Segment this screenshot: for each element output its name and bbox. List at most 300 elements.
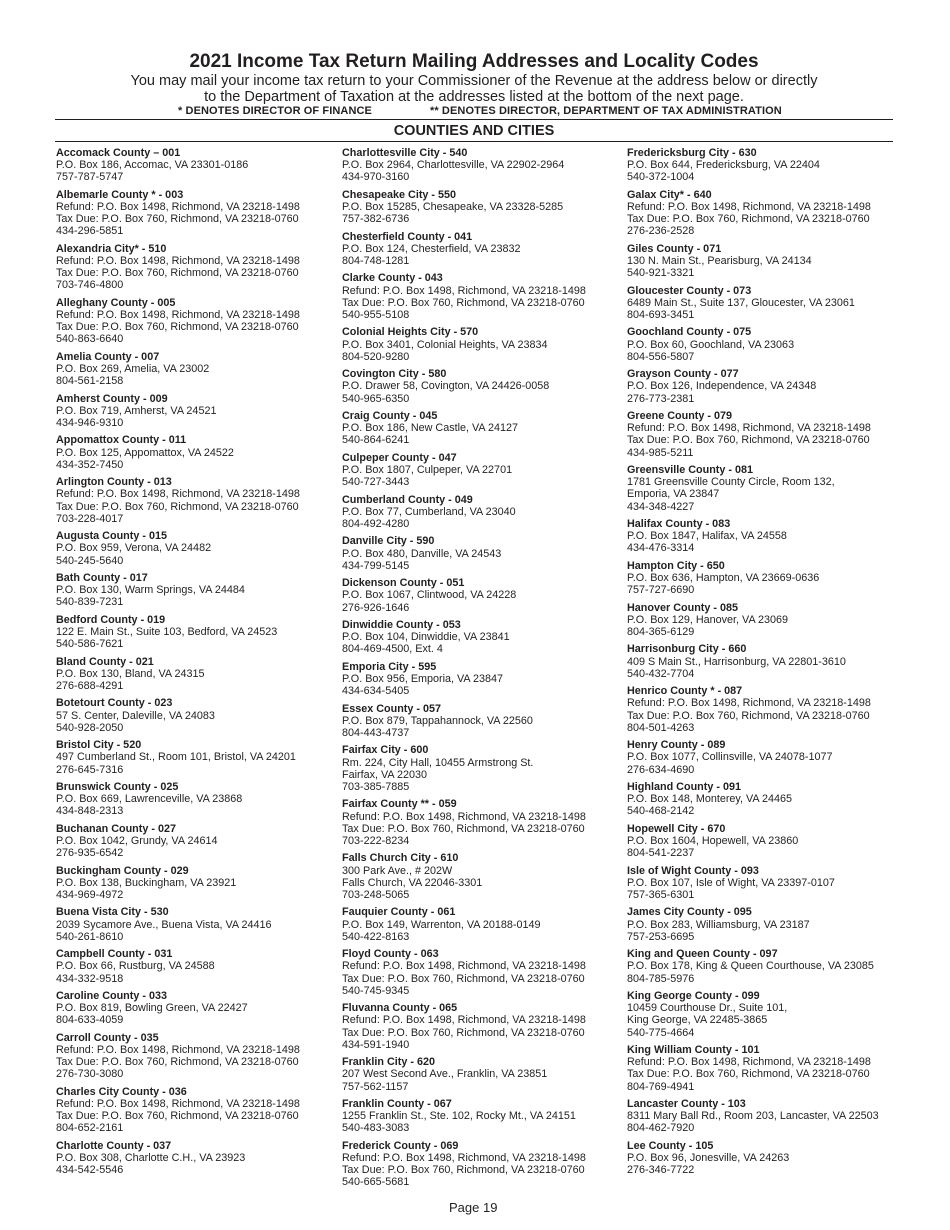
locality-name: Grayson County - 077 xyxy=(627,368,739,381)
section-title: COUNTIES AND CITIES xyxy=(393,123,555,139)
locality-detail-line: 804-633-4059 xyxy=(56,1014,124,1027)
locality-entry xyxy=(627,189,917,238)
locality-name: King William County - 101 xyxy=(627,1043,760,1056)
locality-entry xyxy=(627,368,917,405)
locality-name: Fairfax City - 600 xyxy=(342,744,429,757)
locality-detail-line: 703-222-8234 xyxy=(342,834,410,847)
locality-detail-line: 703-746-4800 xyxy=(56,279,124,292)
locality-detail-line: 276-645-7316 xyxy=(56,763,124,776)
locality-detail-line: Tax Due: P.O. Box 760, Richmond, VA 23218-0760 xyxy=(627,1068,870,1081)
locality-detail-line: P.O. Box 149, Warrenton, VA 20188-0149 xyxy=(342,918,541,931)
locality-detail-line: P.O. Box 125, Appomattox, VA 24522 xyxy=(56,446,234,459)
locality-detail-line: 409 S Main St., Harrisonburg, VA 22801-3610 xyxy=(627,655,846,668)
locality-detail-line: 540-864-6241 xyxy=(342,434,410,447)
locality-detail-line: 804-652-2161 xyxy=(56,1122,124,1135)
locality-entry xyxy=(56,990,346,1027)
locality-entry xyxy=(627,948,917,985)
locality-detail-line: P.O. Box 669, Lawrenceville, VA 23868 xyxy=(56,793,243,806)
legend-director-tax-administration: ** DENOTES DIRECTOR, DEPARTMENT OF TAX ADMINISTRATION xyxy=(430,105,782,117)
locality-detail-line: 804-769-4941 xyxy=(627,1080,695,1093)
locality-detail-line: P.O. Box 130, Warm Springs, VA 24484 xyxy=(56,584,245,597)
locality-name: Amelia County - 007 xyxy=(56,350,160,363)
locality-entry xyxy=(342,1056,632,1093)
locality-detail-line: P.O. Box 60, Goochland, VA 23063 xyxy=(627,338,795,351)
locality-entry xyxy=(627,1140,917,1177)
locality-name: Henrico County * - 087 xyxy=(627,685,743,698)
locality-detail-line: 540-665-5681 xyxy=(342,1176,410,1189)
top-divider xyxy=(55,119,893,120)
locality-detail-line: P.O. Box 1042, Grundy, VA 24614 xyxy=(56,834,218,847)
locality-detail-line: 804-541-2237 xyxy=(627,847,695,860)
locality-entry xyxy=(342,948,632,997)
locality-name: Alexandria City* - 510 xyxy=(56,242,167,255)
locality-entry xyxy=(627,285,917,322)
locality-name: Franklin City - 620 xyxy=(342,1056,436,1069)
locality-name: Buena Vista City - 530 xyxy=(56,906,169,919)
locality-detail-line: 1255 Franklin St., Ste. 102, Rocky Mt., VA 24151 xyxy=(342,1110,576,1123)
locality-detail-line: Refund: P.O. Box 1498, Richmond, VA 23218-1498 xyxy=(342,284,586,297)
locality-detail-line: 703-248-5065 xyxy=(342,888,410,901)
locality-detail-line: 540-468-2142 xyxy=(627,805,695,818)
locality-entry xyxy=(627,990,917,1039)
locality-entry xyxy=(56,434,346,471)
locality-detail-line: 207 West Second Ave., Franklin, VA 23851 xyxy=(342,1068,548,1081)
locality-name: Falls Church City - 610 xyxy=(342,852,459,865)
locality-name: Fluvanna County - 065 xyxy=(342,1002,458,1015)
locality-detail-line: 703-228-4017 xyxy=(56,512,124,525)
locality-detail-line: 804-785-5976 xyxy=(627,972,695,985)
locality-name: Accomack County – 001 xyxy=(56,147,181,159)
locality-detail-line: P.O. Box 77, Cumberland, VA 23040 xyxy=(342,505,516,518)
locality-detail-line: P.O. Box 644, Fredericksburg, VA 22404 xyxy=(627,159,820,172)
locality-name: Campbell County - 031 xyxy=(56,948,173,961)
locality-entry xyxy=(627,518,917,555)
locality-name: Essex County - 057 xyxy=(342,702,442,715)
locality-name: Goochland County - 075 xyxy=(627,326,752,339)
locality-name: Chesterfield County - 041 xyxy=(342,230,473,243)
locality-entry xyxy=(56,1086,346,1135)
locality-detail-line: P.O. Box 636, Hampton, VA 23669-0636 xyxy=(627,571,820,584)
locality-name: Albemarle County * - 003 xyxy=(56,188,184,201)
page-title: 2021 Income Tax Return Mailing Addresses and Locality Codes xyxy=(189,51,759,72)
locality-detail-line: 434-352-7450 xyxy=(56,458,124,471)
locality-entry xyxy=(56,243,346,292)
locality-detail-line: 276-773-2381 xyxy=(627,392,695,405)
locality-detail-line: Refund: P.O. Box 1498, Richmond, VA 23218-1498 xyxy=(342,1151,586,1164)
locality-detail-line: 434-946-9310 xyxy=(56,417,124,429)
locality-detail-line: 804-365-6129 xyxy=(627,625,695,638)
locality-detail-line: Refund: P.O. Box 1498, Richmond, VA 23218-1498 xyxy=(56,309,300,321)
locality-entry xyxy=(342,535,632,572)
locality-detail-line: Refund: P.O. Box 1498, Richmond, VA 23218-1498 xyxy=(56,1097,300,1110)
page-number: Page 19 xyxy=(449,1200,498,1215)
locality-name: James City County - 095 xyxy=(627,906,752,919)
locality-detail-line: Tax Due: P.O. Box 760, Richmond, VA 23218-0760 xyxy=(627,434,870,447)
locality-detail-line: P.O. Box 956, Emporia, VA 23847 xyxy=(342,672,504,685)
locality-detail-line: P.O. Box 1077, Collinsville, VA 24078-1077 xyxy=(627,751,833,764)
locality-name: Dickenson County - 051 xyxy=(342,577,465,590)
locality-detail-line: 540-928-2050 xyxy=(56,721,124,734)
locality-detail-line: 2039 Sycamore Ave., Buena Vista, VA 24416 xyxy=(56,918,272,931)
locality-detail-line: 540-965-6350 xyxy=(342,392,410,405)
locality-entry xyxy=(56,1032,346,1081)
locality-entry xyxy=(342,577,632,614)
locality-detail-line: Tax Due: P.O. Box 760, Richmond, VA 23218-0760 xyxy=(342,822,585,835)
legend-director-of-finance: * DENOTES DIRECTOR OF FINANCE xyxy=(178,105,372,117)
locality-entry xyxy=(342,619,632,656)
locality-entry xyxy=(342,189,632,226)
locality-detail-line: P.O. Box 15285, Chesapeake, VA 23328-5285 xyxy=(342,201,564,213)
locality-name: Hampton City - 650 xyxy=(627,559,725,572)
locality-detail-line: P.O. Box 186, New Castle, VA 24127 xyxy=(342,422,519,435)
locality-name: Danville City - 590 xyxy=(342,535,435,548)
locality-name: Chesapeake City - 550 xyxy=(342,188,457,201)
locality-detail-line: P.O. Box 96, Jonesville, VA 24263 xyxy=(627,1151,790,1164)
locality-entry xyxy=(56,572,346,609)
locality-detail-line: Refund: P.O. Box 1498, Richmond, VA 23218-1498 xyxy=(342,1014,586,1027)
locality-detail-line: 276-935-6542 xyxy=(56,847,124,860)
locality-name: Fairfax County ** - 059 xyxy=(342,798,457,811)
locality-detail-line: Tax Due: P.O. Box 760, Richmond, VA 23218-0760 xyxy=(627,213,870,226)
locality-detail-line: 757-253-6695 xyxy=(627,930,695,943)
locality-detail-line: P.O. Box 130, Bland, VA 24315 xyxy=(56,667,205,680)
locality-entry xyxy=(627,781,917,818)
locality-detail-line: P.O. Box 138, Buckingham, VA 23921 xyxy=(56,876,237,889)
locality-name: Alleghany County - 005 xyxy=(56,296,176,309)
locality-detail-line: 540-863-6640 xyxy=(56,333,124,346)
locality-detail-line: P.O. Box 1847, Halifax, VA 24558 xyxy=(627,530,787,543)
locality-entry xyxy=(627,326,917,363)
locality-name: Lancaster County - 103 xyxy=(627,1097,746,1110)
locality-detail-line: Tax Due: P.O. Box 760, Richmond, VA 23218-0760 xyxy=(342,296,585,309)
locality-name: Halifax County - 083 xyxy=(627,517,731,530)
locality-name: Appomattox County - 011 xyxy=(56,434,187,447)
locality-detail-line: Refund: P.O. Box 1498, Richmond, VA 23218-1498 xyxy=(627,1056,871,1069)
locality-detail-line: P.O. Box 269, Amelia, VA 23002 xyxy=(56,363,210,375)
locality-entry xyxy=(342,1098,632,1135)
locality-detail-line: 540-921-3321 xyxy=(627,267,695,280)
locality-entry xyxy=(342,661,632,698)
locality-detail-line: 540-745-9345 xyxy=(342,984,410,997)
locality-entry xyxy=(56,147,346,184)
locality-detail-line: P.O. Box 148, Monterey, VA 24465 xyxy=(627,793,793,806)
locality-entry xyxy=(627,739,917,776)
locality-detail-line: P.O. Box 1067, Clintwood, VA 24228 xyxy=(342,589,517,602)
page-header xyxy=(55,51,893,105)
locality-name: Charlottesville City - 540 xyxy=(342,147,468,159)
locality-entry xyxy=(56,530,346,567)
locality-detail-line: Refund: P.O. Box 1498, Richmond, VA 23218-1498 xyxy=(342,810,586,823)
locality-detail-line: P.O. Box 879, Tappahannock, VA 22560 xyxy=(342,714,533,727)
locality-detail-line: Rm. 224, City Hall, 10455 Armstrong St. xyxy=(342,756,534,769)
locality-detail-line: 276-346-7722 xyxy=(627,1164,695,1177)
locality-name: Brunswick County - 025 xyxy=(56,780,179,793)
locality-detail-line: 434-296-5851 xyxy=(56,225,124,238)
locality-detail-line: 434-542-5546 xyxy=(56,1164,124,1177)
locality-detail-line: Refund: P.O. Box 1498, Richmond, VA 23218-1498 xyxy=(56,201,300,213)
locality-entry xyxy=(342,272,632,321)
locality-name: Fredericksburg City - 630 xyxy=(627,147,757,159)
locality-name: Bristol City - 520 xyxy=(56,739,142,752)
locality-detail-line: 540-245-5640 xyxy=(56,554,124,567)
subtitle-line-1: You may mail your income tax return to your Commissioner of the Revenue at the address below or directly xyxy=(130,73,818,89)
locality-name: Bath County - 017 xyxy=(56,571,148,584)
locality-entry xyxy=(627,906,917,943)
locality-detail-line: Tax Due: P.O. Box 760, Richmond, VA 23218-0760 xyxy=(627,709,870,722)
locality-name: Emporia City - 595 xyxy=(342,660,437,673)
locality-name: Amherst County - 009 xyxy=(56,392,168,405)
locality-detail-line: 804-556-5807 xyxy=(627,350,695,363)
locality-detail-line: 276-236-2528 xyxy=(627,225,695,238)
locality-name: Gloucester County - 073 xyxy=(627,284,752,297)
locality-entry xyxy=(56,948,346,985)
locality-name: Fauquier County - 061 xyxy=(342,906,456,919)
locality-detail-line: P.O. Box 308, Charlotte C.H., VA 23923 xyxy=(56,1151,246,1164)
locality-name: Carroll County - 035 xyxy=(56,1031,159,1044)
locality-detail-line: 130 N. Main St., Pearisburg, VA 24134 xyxy=(627,255,812,267)
locality-detail-line: 757-562-1157 xyxy=(342,1080,409,1093)
locality-entry xyxy=(56,823,346,860)
locality-detail-line: 540-955-5108 xyxy=(342,309,410,321)
locality-entry xyxy=(342,906,632,943)
locality-entry xyxy=(627,147,917,184)
locality-detail-line: 6489 Main St., Suite 137, Gloucester, VA 23061 xyxy=(627,296,855,309)
locality-detail-line: 276-688-4291 xyxy=(56,679,124,692)
locality-detail-line: 540-775-4664 xyxy=(627,1026,695,1039)
locality-detail-line: 804-693-3451 xyxy=(627,309,695,321)
locality-detail-line: 434-332-9518 xyxy=(56,972,124,985)
locality-name: King and Queen County - 097 xyxy=(627,948,778,961)
locality-name: Colonial Heights City - 570 xyxy=(342,326,479,339)
locality-detail-line: 804-501-4263 xyxy=(627,721,695,734)
locality-detail-line: 434-799-5145 xyxy=(342,559,410,572)
locality-entry xyxy=(56,656,346,693)
locality-detail-line: P.O. Box 126, Independence, VA 24348 xyxy=(627,380,817,393)
locality-name: Lee County - 105 xyxy=(627,1139,714,1152)
locality-name: Galax City* - 640 xyxy=(627,188,712,201)
locality-detail-line: 434-970-3160 xyxy=(342,171,410,184)
locality-entry xyxy=(342,798,632,847)
locality-detail-line: 497 Cumberland St., Room 101, Bristol, VA 24201 xyxy=(56,751,296,764)
locality-name: Buckingham County - 029 xyxy=(56,864,189,877)
locality-detail-line: 804-443-4737 xyxy=(342,726,410,739)
locality-detail-line: 540-727-3443 xyxy=(342,476,410,489)
locality-entry xyxy=(56,865,346,902)
locality-entry xyxy=(56,739,346,776)
locality-detail-line: Tax Due: P.O. Box 760, Richmond, VA 23218-0760 xyxy=(56,321,299,334)
locality-detail-line: Tax Due: P.O. Box 760, Richmond, VA 23218-0760 xyxy=(56,500,299,513)
locality-detail-line: Tax Due: P.O. Box 760, Richmond, VA 23218-0760 xyxy=(342,1164,585,1177)
locality-name: Augusta County - 015 xyxy=(56,530,167,543)
locality-detail-line: King George, VA 22485-3865 xyxy=(627,1014,768,1027)
locality-entry xyxy=(342,1140,632,1189)
locality-detail-line: 703-385-7885 xyxy=(342,780,410,793)
locality-detail-line: P.O. Box 186, Accomac, VA 23301-0186 xyxy=(56,159,249,172)
locality-detail-line: 757-382-6736 xyxy=(342,213,410,226)
locality-detail-line: 300 Park Ave., # 202W xyxy=(342,864,453,877)
locality-entry xyxy=(627,823,917,860)
locality-entry xyxy=(342,452,632,489)
locality-name: Charles City County - 036 xyxy=(56,1085,187,1098)
locality-name: Culpeper County - 047 xyxy=(342,451,457,464)
locality-detail-line: P.O. Box 283, Williamsburg, VA 23187 xyxy=(627,918,810,931)
locality-detail-line: Fairfax, VA 22030 xyxy=(342,768,428,781)
locality-entry xyxy=(342,326,632,363)
locality-detail-line: Refund: P.O. Box 1498, Richmond, VA 23218-1498 xyxy=(627,697,871,710)
locality-name: Hanover County - 085 xyxy=(627,601,738,614)
locality-entry xyxy=(627,1044,917,1093)
locality-detail-line: 804-462-7920 xyxy=(627,1122,695,1135)
locality-entry xyxy=(342,147,632,184)
locality-name: Bland County - 021 xyxy=(56,655,154,668)
locality-entry xyxy=(56,614,346,651)
locality-entry xyxy=(627,602,917,639)
locality-detail-line: Tax Due: P.O. Box 760, Richmond, VA 23218-0760 xyxy=(56,213,299,226)
locality-detail-line: 757-787-5747 xyxy=(56,171,124,184)
locality-detail-line: Tax Due: P.O. Box 760, Richmond, VA 23218-0760 xyxy=(342,1026,585,1039)
locality-name: Botetourt County - 023 xyxy=(56,697,173,710)
locality-detail-line: Refund: P.O. Box 1498, Richmond, VA 23218-1498 xyxy=(627,201,871,213)
locality-name: Highland County - 091 xyxy=(627,780,741,793)
locality-detail-line: 122 E. Main St., Suite 103, Bedford, VA 24523 xyxy=(56,625,278,638)
locality-name: Henry County - 089 xyxy=(627,739,726,752)
locality-detail-line: 434-348-4227 xyxy=(627,500,695,513)
locality-detail-line: Tax Due: P.O. Box 760, Richmond, VA 23218-0760 xyxy=(56,1110,299,1123)
locality-entry xyxy=(56,781,346,818)
locality-name: Greene County - 079 xyxy=(627,409,733,422)
locality-detail-line: P.O. Box 124, Chesterfield, VA 23832 xyxy=(342,242,521,255)
locality-detail-line: 434-591-1940 xyxy=(342,1038,410,1051)
locality-detail-line: 804-492-4280 xyxy=(342,517,410,530)
locality-detail-line: 540-261-8610 xyxy=(56,930,124,943)
locality-entry xyxy=(56,189,346,238)
locality-entry xyxy=(56,1140,346,1177)
locality-detail-line: P.O. Box 178, King & Queen Courthouse, VA 23085 xyxy=(627,960,874,973)
locality-detail-line: 757-365-6301 xyxy=(627,888,695,901)
locality-name: Charlotte County - 037 xyxy=(56,1139,172,1152)
locality-detail-line: 540-839-7231 xyxy=(56,596,124,609)
locality-detail-line: P.O. Box 129, Hanover, VA 23069 xyxy=(627,613,789,626)
locality-entry xyxy=(342,1002,632,1051)
locality-detail-line: 540-586-7621 xyxy=(56,638,124,651)
locality-detail-line: 434-634-5405 xyxy=(342,685,410,698)
locality-entry xyxy=(342,703,632,740)
locality-detail-line: P.O. Box 2964, Charlottesville, VA 22902-2964 xyxy=(342,159,565,172)
locality-detail-line: 434-969-4972 xyxy=(56,888,124,901)
section-divider xyxy=(55,141,893,142)
locality-detail-line: 276-634-4690 xyxy=(627,763,695,776)
locality-detail-line: 434-985-5211 xyxy=(627,446,694,459)
locality-detail-line: 804-520-9280 xyxy=(342,350,410,363)
locality-entry xyxy=(627,643,917,680)
locality-entry xyxy=(342,231,632,268)
locality-detail-line: 540-422-8163 xyxy=(342,930,410,943)
locality-detail-line: 540-483-3083 xyxy=(342,1122,410,1135)
locality-detail-line: 434-476-3314 xyxy=(627,542,695,555)
locality-detail-line: 804-748-1281 xyxy=(342,255,410,267)
locality-detail-line: 10459 Courthouse Dr., Suite 101, xyxy=(627,1002,788,1015)
locality-entry xyxy=(56,906,346,943)
locality-entry xyxy=(627,685,917,734)
locality-detail-line: Falls Church, VA 22046-3301 xyxy=(342,876,483,889)
locality-name: Harrisonburg City - 660 xyxy=(627,643,747,656)
locality-detail-line: P.O. Box 819, Bowling Green, VA 22427 xyxy=(56,1002,248,1015)
locality-detail-line: 57 S. Center, Daleville, VA 24083 xyxy=(56,709,215,722)
locality-name: King George County - 099 xyxy=(627,989,760,1002)
locality-name: Floyd County - 063 xyxy=(342,948,439,961)
locality-name: Cumberland County - 049 xyxy=(342,493,473,506)
locality-detail-line: 804-561-2158 xyxy=(56,375,124,388)
locality-name: Buchanan County - 027 xyxy=(56,822,176,835)
locality-detail-line: 1781 Greensville County Circle, Room 132, xyxy=(627,476,835,489)
locality-detail-line: Tax Due: P.O. Box 760, Richmond, VA 23218-0760 xyxy=(56,1056,299,1069)
locality-detail-line: Refund: P.O. Box 1498, Richmond, VA 23218-1498 xyxy=(56,1043,300,1056)
locality-entry xyxy=(342,368,632,405)
locality-detail-line: Emporia, VA 23847 xyxy=(627,488,720,501)
locality-entry xyxy=(56,697,346,734)
locality-detail-line: Refund: P.O. Box 1498, Richmond, VA 23218-1498 xyxy=(627,422,871,435)
column-2 xyxy=(342,147,632,1194)
locality-entry xyxy=(56,393,346,430)
locality-detail-line: P.O. Box 719, Amherst, VA 24521 xyxy=(56,404,217,417)
locality-name: Greensville County - 081 xyxy=(627,463,754,476)
column-3 xyxy=(627,147,917,1182)
locality-detail-line: P.O. Box 959, Verona, VA 24482 xyxy=(56,542,212,555)
locality-entry xyxy=(627,1098,917,1135)
locality-detail-line: P.O. Box 1807, Culpeper, VA 22701 xyxy=(342,463,513,476)
locality-detail-line: P.O. Box 107, Isle of Wight, VA 23397-0107 xyxy=(627,876,835,889)
locality-detail-line: P.O. Box 66, Rustburg, VA 24588 xyxy=(56,960,215,973)
locality-name: Bedford County - 019 xyxy=(56,613,166,626)
locality-detail-line: Refund: P.O. Box 1498, Richmond, VA 23218-1498 xyxy=(56,255,300,267)
locality-detail-line: P.O. Box 480, Danville, VA 24543 xyxy=(342,547,502,560)
locality-detail-line: P.O. Box 3401, Colonial Heights, VA 23834 xyxy=(342,338,548,351)
locality-detail-line: 276-926-1646 xyxy=(342,601,410,614)
locality-detail-line: P.O. Box 104, Dinwiddie, VA 23841 xyxy=(342,631,510,644)
locality-entry xyxy=(627,865,917,902)
locality-detail-line: 540-432-7704 xyxy=(627,667,695,680)
locality-detail-line: 804-469-4500, Ext. 4 xyxy=(342,643,443,656)
locality-detail-line: 8311 Mary Ball Rd., Room 203, Lancaster, VA 22503 xyxy=(627,1110,879,1123)
locality-detail-line: 757-727-6690 xyxy=(627,584,695,597)
locality-entry xyxy=(627,560,917,597)
locality-detail-line: Refund: P.O. Box 1498, Richmond, VA 23218-1498 xyxy=(56,488,300,501)
locality-name: Giles County - 071 xyxy=(627,242,722,255)
locality-name: Craig County - 045 xyxy=(342,409,438,422)
locality-entry xyxy=(342,494,632,531)
locality-name: Franklin County - 067 xyxy=(342,1097,452,1110)
locality-entry xyxy=(627,243,917,280)
locality-detail-line: Tax Due: P.O. Box 760, Richmond, VA 23218-0760 xyxy=(56,267,299,280)
locality-entry xyxy=(342,410,632,447)
locality-name: Frederick County - 069 xyxy=(342,1139,459,1152)
locality-entry xyxy=(627,410,917,459)
locality-detail-line: 434-848-2313 xyxy=(56,805,124,818)
locality-entry xyxy=(56,476,346,525)
locality-detail-line: 540-372-1004 xyxy=(627,171,695,184)
column-1 xyxy=(56,147,346,1182)
locality-name: Caroline County - 033 xyxy=(56,989,167,1002)
locality-entry xyxy=(342,852,632,901)
locality-detail-line: P.O. Box 1604, Hopewell, VA 23860 xyxy=(627,834,799,847)
locality-name: Hopewell City - 670 xyxy=(627,822,726,835)
locality-detail-line: P.O. Drawer 58, Covington, VA 24426-0058 xyxy=(342,380,550,393)
locality-entry xyxy=(342,744,632,793)
locality-name: Isle of Wight County - 093 xyxy=(627,864,759,877)
subtitle-line-2: to the Department of Taxation at the addresses listed at the bottom of the next page. xyxy=(204,89,744,105)
locality-entry xyxy=(627,464,917,513)
locality-name: Clarke County - 043 xyxy=(342,272,443,285)
